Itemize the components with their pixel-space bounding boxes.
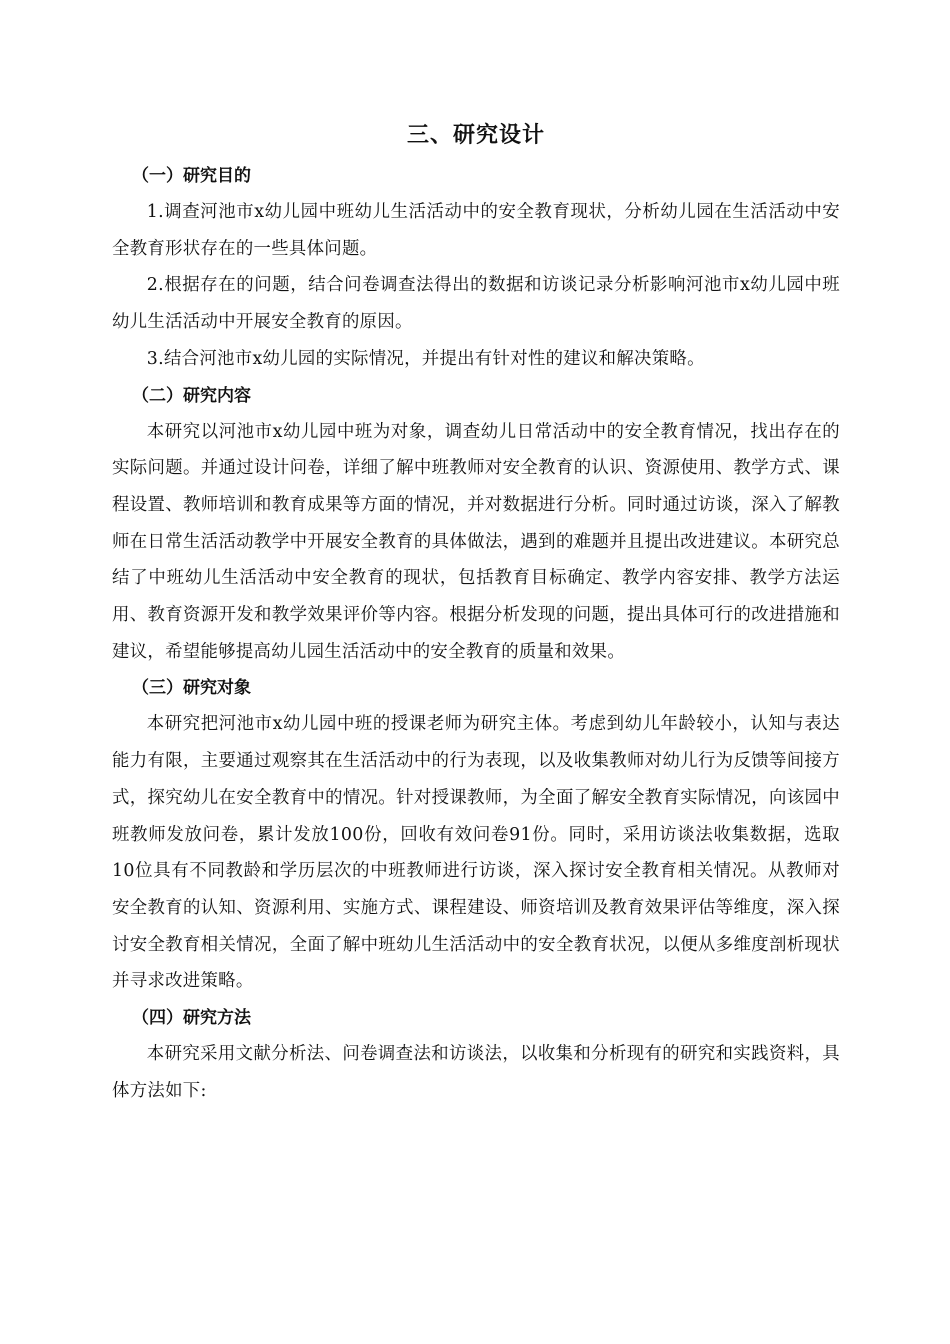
document-title: 三、研究设计: [406, 123, 545, 148]
section-subjects: [112, 670, 840, 1000]
paragraph: 本研究把河池市x幼儿园中班的授课老师为研究主体。考虑到幼儿年龄较小，认知与表达能力有限，主要通过观察其在生活活动中的行为表现，以及收集教师对幼儿行为反馈等间接方式，探究幼儿在安全教育中的情况。针对授课教师，为全面了解安全教育实际情况，向该园中班教师发放问卷，累计发放100份，回收有效问卷91份。同时，采用访谈法收集数据，选取10位具有不同教龄和学历层次的中班教师进行访谈，深入探讨安全教育相关情况。从教师对安全教育的认知、资源利用、实施方式、课程建设、师资培训及教育效果评估等维度，深入探讨安全教育相关情况，全面了解中班幼儿生活活动中的安全教育状况，以便从多维度剖析现状并寻求改进策略。: [112, 714, 840, 992]
document-page: [112, 118, 840, 1109]
section-content: [112, 378, 840, 671]
section-heading-methods: （四）研究方法: [132, 1008, 251, 1029]
paragraph: 1.调查河池市x幼儿园中班幼儿生活活动中的安全教育现状，分析幼儿园在生活活动中安全教育形状存在的一些具体问题。: [112, 202, 840, 259]
section-methods: [112, 1000, 840, 1109]
section-heading-subjects: （三）研究对象: [132, 678, 251, 699]
section-heading-content: （二）研究内容: [132, 385, 251, 406]
paragraph: 本研究采用文献分析法、问卷调查法和访谈法，以收集和分析现有的研究和实践资料，具体方法如下:: [112, 1044, 840, 1101]
paragraph: 2.根据存在的问题，结合问卷调查法得出的数据和访谈记录分析影响河池市x幼儿园中班幼儿生活活动中开展安全教育的原因。: [112, 275, 840, 333]
section-heading-purpose: （一）研究目的: [132, 166, 251, 186]
section-purpose: [112, 158, 840, 378]
paragraph: 本研究以河池市x幼儿园中班为对象，调查幼儿日常活动中的安全教育情况，找出存在的实际问题。并通过设计问卷，详细了解中班教师对安全教育的认识、资源使用、教学方式、课程设置、教师培训和教育成果等方面的情况，并对数据进行分析。同时通过访谈，深入了解教师在日常生活活动教学中开展安全教育的具体做法，遇到的难题并且提出改进建议。本研究总结了中班幼儿生活活动中安全教育的现状，包括教育目标确定、教学内容安排、教学方法运用、教育资源开发和教学效果评价等内容。根据分析发现的问题，提出具体可行的改进措施和建议，希望能够提高幼儿园生活活动中的安全教育的质量和效果。: [112, 421, 840, 662]
paragraph: 3.结合河池市x幼儿园的实际情况，并提出有针对性的建议和解决策略。: [146, 348, 705, 369]
